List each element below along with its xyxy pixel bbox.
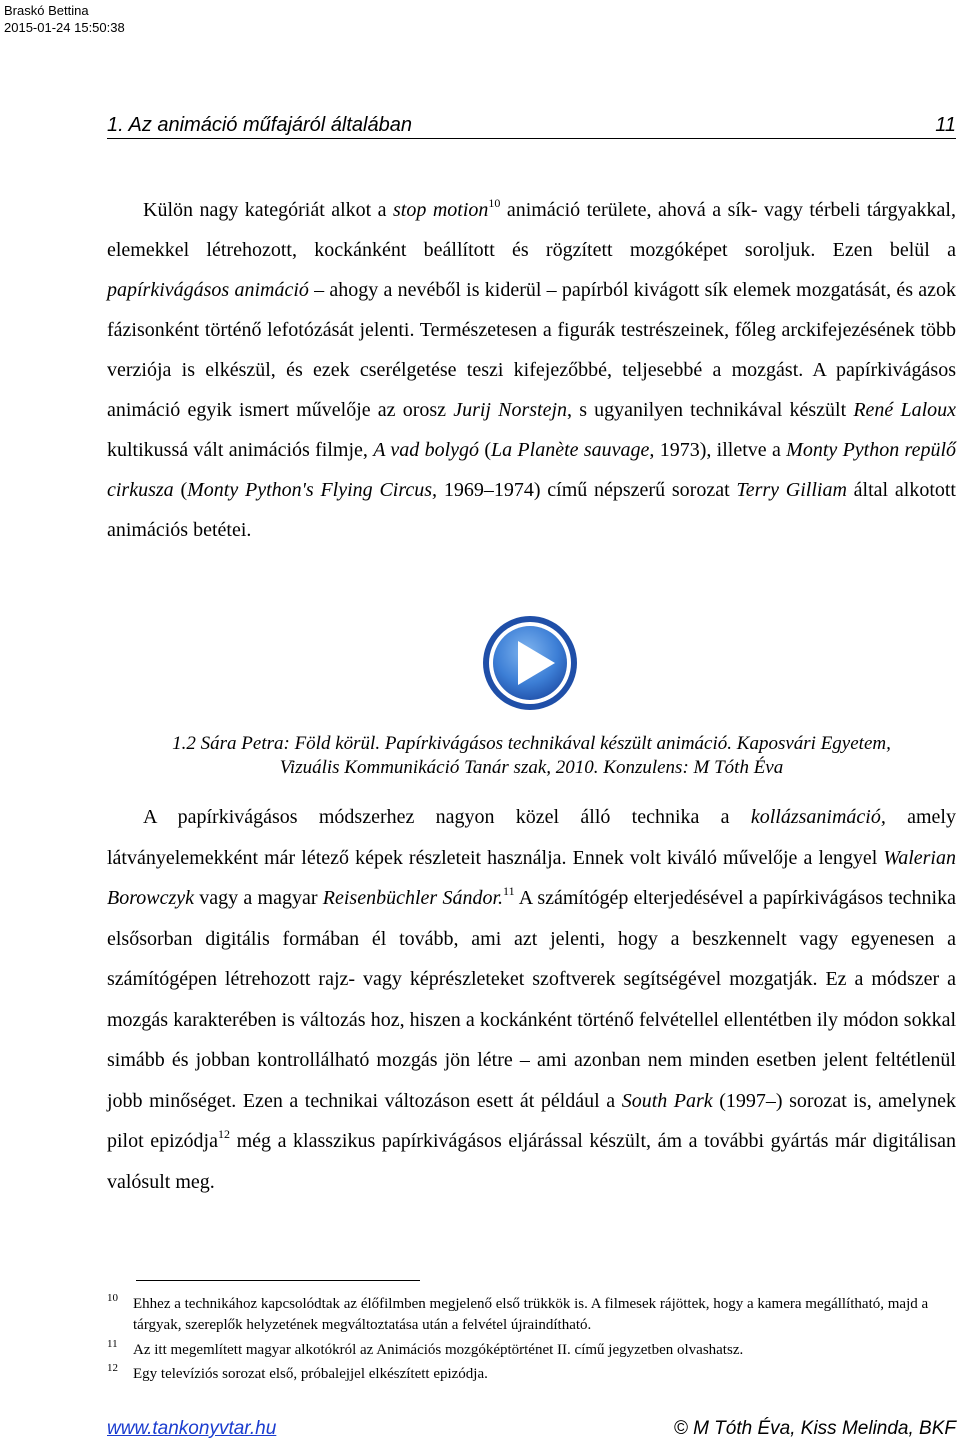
italic-name: Terry Gilliam — [736, 479, 847, 501]
footnote-number: 10 — [107, 1292, 118, 1304]
text-run: (1997–) sorozat is, amelynek pilot epizódja — [107, 1089, 956, 1152]
document-meta — [4, 2, 125, 36]
italic-name: Reisenbüchler Sándor. — [322, 887, 504, 909]
text-run: , s ugyanilyen technikával készült — [567, 399, 854, 421]
caption-line: Vizuális Kommunikáció Tanár szak, 2010. Konzulens: M Tóth Éva — [279, 757, 784, 778]
italic-name: René Laloux — [853, 399, 956, 421]
footnote-text: Ehhez a technikához kapcsolódtak az élőfilmben megjelenő első trükkök is. A filmesek rájöttek, hogy a kamera megállítható, majd a tárgyak, szereplők helyzetének megváltoztatása után a felvétel újraindítható. — [133, 1296, 929, 1333]
text-run: ( — [479, 439, 491, 461]
footnote-ref[interactable]: 11 — [503, 884, 515, 898]
paragraph-1 — [107, 190, 956, 550]
text-run: 1973), illetve a — [654, 439, 787, 461]
text-run: Külön nagy kategóriát alkot a — [143, 199, 394, 221]
text-run: vagy a magyar — [194, 887, 323, 909]
timestamp: 2015-01-24 15:50:38 — [4, 20, 125, 35]
footnote — [107, 1294, 956, 1336]
text-run: ( — [173, 479, 188, 501]
italic-name: Jurij Norstejn — [453, 399, 568, 421]
footnote-text: Egy televíziós sorozat első, próbalejjel elkészített epizódja. — [133, 1366, 488, 1382]
video-caption — [107, 732, 956, 780]
text-run: animáció területe, ahová a sík- vagy térbeli tárgyakkal, elemekkel létrehozott, kockánként beállított és rögzített mozgóképet soroljuk. Ezen belül a — [107, 199, 956, 261]
caption-line: 1.2 Sára Petra: Föld körül. Papírkivágásos technikával készült animáció. Kaposvári Egyetem, — [172, 733, 891, 754]
paragraph-2 — [107, 797, 956, 1202]
footnote — [107, 1364, 956, 1385]
text-run: még a klasszikus papírkivágásos eljárással készült, ám a további gyártás már digitálisan valósult meg. — [107, 1130, 956, 1193]
footnote-ref[interactable]: 12 — [218, 1127, 230, 1141]
page-footer — [107, 1418, 956, 1440]
footnote-ref[interactable]: 10 — [488, 196, 501, 210]
italic-term: papírkivágásos animáció — [107, 279, 309, 301]
website-link[interactable]: www.tankonyvtar.hu — [107, 1418, 277, 1439]
text-run: által alkotott animációs betétei. — [107, 479, 956, 541]
text-run: A számítógép elterjedésével a papírkivágásos technika elsősorban digitális formában él tovább, ami azt jelenti, hogy a beszkennelt vagy egyenesen a számítógépen létrehozott rajz- vagy képrészleteket szoftverek segítségével mozgatják. Ez a módszer a mozgás karakterében is változás hoz, hiszen a kockánként történő felvétellel ellentétben ily módon sokkal simább és jobban kontrollálható mozgás jön létre – ami azonban nem minden esetben jelent feltétlenül jobb minőséget. Ezen a technikai változáson esett át például a — [107, 887, 956, 1112]
text-run: amely látványelemekként már létező képek részleteit használja. Ennek volt kiváló művelője a lengyel — [107, 806, 956, 869]
text-run: – ahogy a nevéből is kiderül – papírból kivágott sík elemek mozgatását, és azok fázisonként történő lefotózását jelenti. Természetesen a figurák testrészeinek, főleg arckifejezésének több verziója is elkészül, és ezek cserélgetése teszi kifejezőbbé, teljesebbé a mozgást. A papírkivágásos animáció egyik ismert művelője az orosz — [107, 279, 957, 421]
italic-title: La Planète sauvage, — [491, 439, 655, 461]
author-name: Braskó Bettina — [4, 3, 89, 18]
italic-name: Walerian Borowczyk — [107, 846, 956, 909]
footnote-separator — [136, 1280, 420, 1281]
italic-title: Monty Python's Flying Circus, — [187, 479, 438, 501]
italic-title: South Park — [621, 1089, 713, 1112]
text-run: A papírkivágásos módszerhez nagyon közel álló technika a — [143, 806, 751, 828]
footnote — [107, 1340, 956, 1361]
chapter-title: 1. Az animáció műfajáról általában — [107, 114, 412, 136]
italic-title: A vad bolygó — [373, 439, 480, 461]
footnote-number: 12 — [107, 1362, 118, 1374]
italic-title: Monty Python repülő cirkusza — [107, 439, 957, 501]
italic-term: kollázsanimáció, — [750, 806, 886, 828]
page-header — [107, 112, 956, 139]
play-button-icon — [480, 613, 580, 713]
text-run: 1969–1974) című népszerű sorozat — [437, 479, 737, 501]
page-number: 11 — [935, 114, 956, 136]
copyright-credit: © M Tóth Éva, Kiss Melinda, BKF — [673, 1418, 956, 1439]
footnote-number: 11 — [107, 1338, 118, 1350]
italic-term: stop motion — [393, 199, 489, 221]
footnote-text: Az itt megemlített magyar alkotókról az Animációs mozgóképtörténet II. című jegyzetben olvashatsz. — [133, 1342, 744, 1358]
text-run: kultikussá vált animációs filmje, — [107, 439, 374, 461]
video-play-button[interactable] — [480, 613, 580, 713]
